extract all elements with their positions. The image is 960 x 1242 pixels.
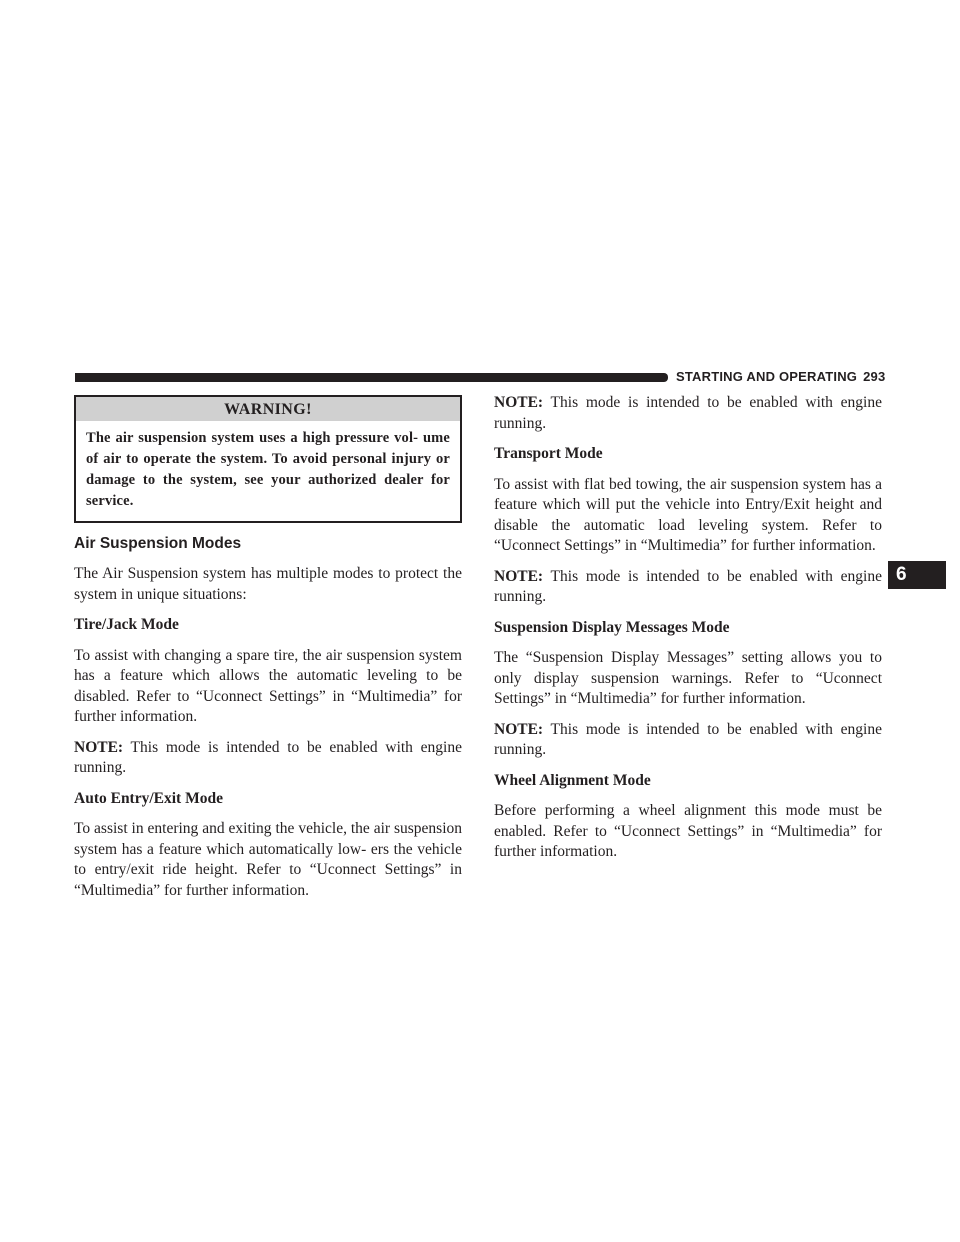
display-messages-paragraph: The “Suspension Display Messages” setting allows you to only display suspension warnings. Refer to “Uconnect Settings” in “Multimedia” for further information.: [494, 649, 882, 707]
intro-paragraph: The Air Suspension system has multiple modes to protect the system in unique situations:: [74, 565, 462, 603]
note-label: NOTE:: [494, 720, 544, 738]
warning-box: [74, 395, 462, 523]
running-header: [676, 369, 885, 384]
tire-jack-note: [74, 738, 462, 779]
header-rule: [75, 373, 668, 382]
wheel-alignment-heading: Wheel Alignment Mode: [494, 771, 651, 789]
transport-paragraph: To assist with flat bed towing, the air suspension system has a feature which will put the vehicle into Entry/Exit height and disable the automatic load leveling system. Refer to “Uconnect Settings” in “Multimedia” for further information.: [494, 475, 882, 554]
warning-title: WARNING!: [76, 397, 460, 421]
display-messages-heading: Suspension Display Messages Mode: [494, 618, 730, 636]
note-text: This mode is intended to be enabled with engine running.: [494, 394, 882, 432]
auto-entry-note: [494, 393, 882, 434]
note-label: NOTE:: [494, 394, 544, 411]
note-text: This mode is intended to be enabled with engine running.: [494, 567, 882, 605]
warning-body: The air suspension system uses a high pressure vol- ume of air to operate the system. To avoid personal injury or damage to the system, see your authorized dealer for service.: [86, 430, 450, 509]
note-text: This mode is intended to be enabled with engine running.: [494, 720, 882, 758]
transport-heading: Transport Mode: [494, 445, 603, 462]
tire-jack-heading: Tire/Jack Mode: [74, 616, 179, 633]
note-text: This mode is intended to be enabled with engine running.: [74, 738, 462, 776]
tire-jack-paragraph: To assist with changing a spare tire, the air suspension system has a feature which allows the automatic leveling to be disabled. Refer to “Uconnect Settings” in “Multimedia” for further information.: [74, 646, 462, 725]
note-label: NOTE:: [494, 567, 544, 585]
wheel-alignment-paragraph: Before performing a wheel alignment this mode must be enabled. Refer to “Uconnect Settings” in “Multimedia” for further information.: [494, 802, 882, 860]
display-messages-note: [494, 720, 882, 761]
left-column: [74, 395, 462, 901]
right-column: [494, 393, 882, 863]
note-label: NOTE:: [74, 738, 124, 756]
auto-entry-paragraph: To assist in entering and exiting the vehicle, the air suspension system has a feature which automatically low- ers the vehicle to entry/exit ride height. Refer to “Uconnect Settings” in “Multimedia” for further information.: [74, 820, 462, 899]
section-heading: Air Suspension Modes: [74, 535, 242, 552]
auto-entry-heading: Auto Entry/Exit Mode: [74, 789, 223, 807]
page-number: 293: [863, 369, 886, 384]
transport-note: [494, 567, 882, 608]
section-title: STARTING AND OPERATING: [676, 369, 858, 384]
chapter-tab[interactable]: 6: [888, 561, 946, 589]
